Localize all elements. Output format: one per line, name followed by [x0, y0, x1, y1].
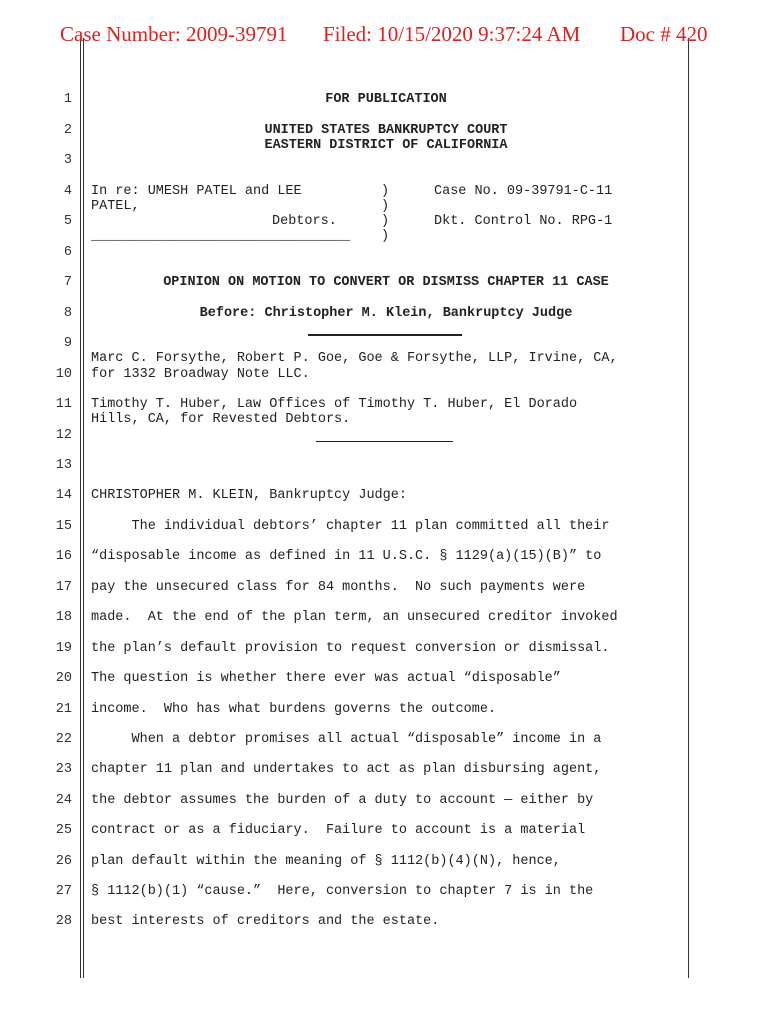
line-number: 3 [63, 153, 72, 168]
body-line: the plan’s default provision to request conversion or dismissal. [91, 641, 610, 656]
body-line: § 1112(b)(1) “cause.” Here, conversion to chapter 7 is in the [91, 884, 594, 899]
line-number: 23 [55, 762, 72, 777]
line-number: 17 [55, 580, 72, 595]
appearance-debtor-counsel-continued: Hills, CA, for Revested Debtors. [91, 412, 351, 427]
court-district: EASTERN DISTRICT OF CALIFORNIA [264, 138, 508, 153]
opinion-title: OPINION ON MOTION TO CONVERT OR DISMISS CHAPTER 11 CASE [163, 275, 609, 290]
court-name: UNITED STATES BANKRUPTCY COURT [264, 123, 508, 138]
line-number: 12 [55, 428, 72, 443]
line-number: 16 [55, 549, 72, 564]
body-line: the debtor assumes the burden of a duty to account — either by [91, 793, 594, 808]
line-number: 10 [55, 367, 72, 382]
body-line: When a debtor promises all actual “disposable” income in a [91, 732, 602, 747]
line-number: 1 [63, 92, 72, 107]
body-line: best interests of creditors and the estate. [91, 914, 440, 929]
body-line: income. Who has what burdens governs the outcome. [91, 702, 497, 717]
caption-paren: ) [381, 229, 390, 244]
body-line: CHRISTOPHER M. KLEIN, Bankruptcy Judge: [91, 488, 407, 503]
line-number: 9 [63, 336, 72, 351]
body-line: “disposable income as defined in 11 U.S.C. § 1129(a)(15)(B)” to [91, 549, 602, 564]
left-margin-rule [80, 38, 81, 978]
caption-debtors-label: Debtors. [272, 214, 337, 229]
line-number: 5 [63, 214, 72, 229]
appearances-rule [316, 441, 453, 442]
right-margin-rule [688, 38, 689, 978]
filing-stamp [0, 22, 770, 52]
line-number: 22 [55, 732, 72, 747]
title-rule [308, 334, 462, 336]
filed-date-stamp: Filed: 10/15/2020 9:37:24 AM [323, 22, 581, 46]
caption-underscore: ________________________________ [91, 229, 351, 244]
line-number: 11 [55, 397, 72, 412]
line-number: 13 [55, 458, 72, 473]
caption-paren: ) [381, 214, 390, 229]
appearance-creditor-counsel: Marc C. Forsythe, Robert P. Goe, Goe & Forsythe, LLP, Irvine, CA, [91, 351, 618, 366]
line-number: 24 [55, 793, 72, 808]
line-number: 27 [55, 884, 72, 899]
caption-paren: ) [381, 199, 390, 214]
line-number: 2 [63, 123, 72, 138]
line-number: 4 [63, 184, 72, 199]
left-margin-rule-inner [83, 38, 84, 978]
body-line: contract or as a fiduciary. Failure to account is a material [91, 823, 586, 838]
line-number: 7 [63, 275, 72, 290]
body-line: chapter 11 plan and undertakes to act as plan disbursing agent, [91, 762, 602, 777]
line-number: 15 [55, 519, 72, 534]
doc-number-stamp: Doc # 420 [620, 22, 708, 46]
caption-in-re: In re: UMESH PATEL and LEE [91, 184, 302, 199]
line-number: 20 [55, 671, 72, 686]
appearance-creditor-counsel-continued: for 1332 Broadway Note LLC. [91, 367, 310, 382]
line-number: 25 [55, 823, 72, 838]
line-number: 28 [55, 914, 72, 929]
case-number: Case No. 09-39791-C-11 [434, 184, 613, 199]
case-number-stamp: Case Number: 2009-39791 [60, 22, 288, 46]
docket-control-number: Dkt. Control No. RPG-1 [434, 214, 613, 229]
line-number: 26 [55, 854, 72, 869]
body-line: made. At the end of the plan term, an unsecured creditor invoked [91, 610, 618, 625]
body-line: The question is whether there ever was actual “disposable” [91, 671, 561, 686]
line-number: 21 [55, 702, 72, 717]
line-number: 14 [55, 488, 72, 503]
appearance-debtor-counsel: Timothy T. Huber, Law Offices of Timothy T. Huber, El Dorado [91, 397, 578, 412]
caption-in-re-continued: PATEL, [91, 199, 140, 214]
body-line: plan default within the meaning of § 1112(b)(4)(N), hence, [91, 854, 561, 869]
body-line: pay the unsecured class for 84 months. No such payments were [91, 580, 586, 595]
line-number: 6 [63, 245, 72, 260]
caption-paren: ) [381, 184, 390, 199]
publication-heading: FOR PUBLICATION [325, 92, 447, 107]
line-number: 19 [55, 641, 72, 656]
judge-line: Before: Christopher M. Klein, Bankruptcy Judge [199, 306, 573, 321]
body-line: The individual debtors’ chapter 11 plan committed all their [91, 519, 610, 534]
line-number: 8 [63, 306, 72, 321]
line-number: 18 [55, 610, 72, 625]
